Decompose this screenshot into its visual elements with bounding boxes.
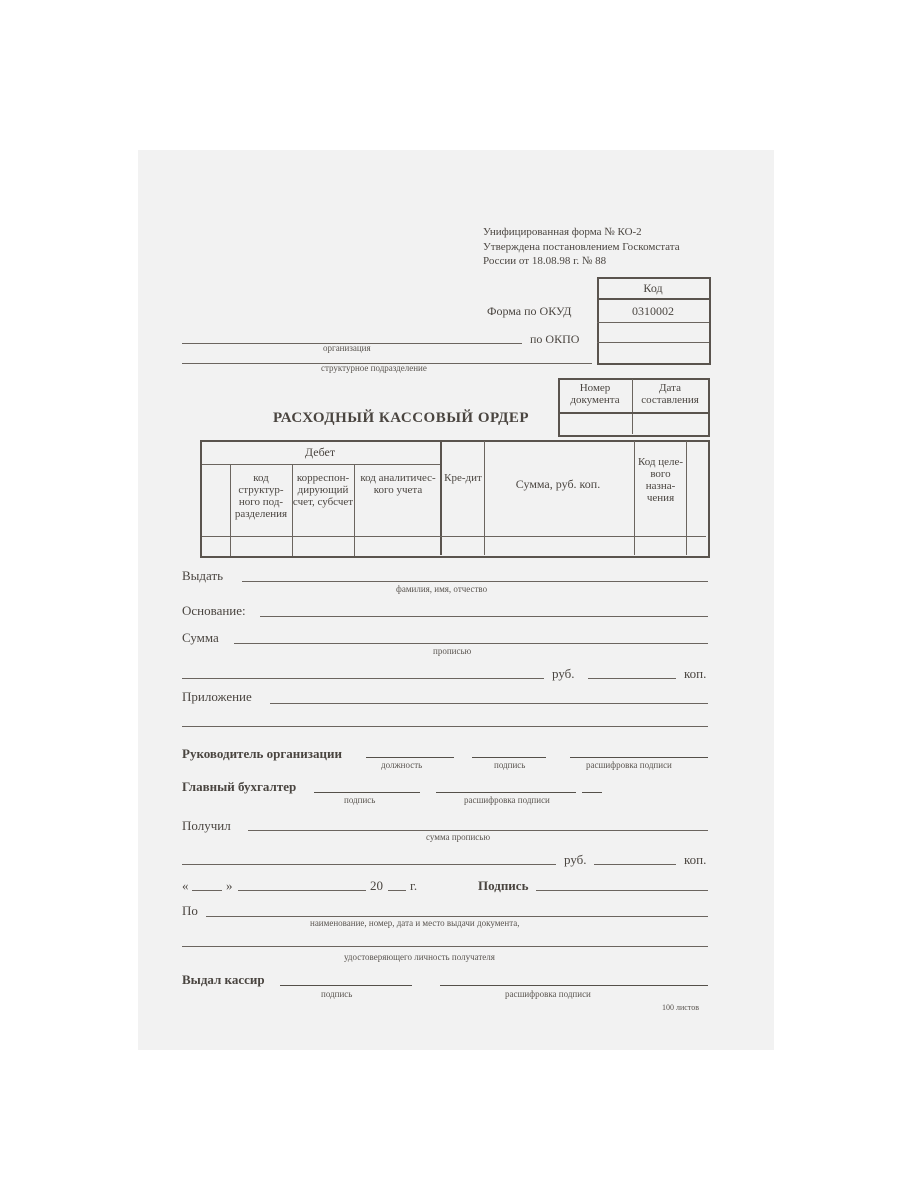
paper-sheet <box>138 150 774 1050</box>
doc-number-label: Номер документа <box>570 382 620 406</box>
code-divider-3 <box>597 342 709 343</box>
approval-date-line: России от 18.08.98 г. № 88 <box>483 255 607 267</box>
page-title: РАСХОДНЫЙ КАССОВЫЙ ОРДЕР <box>273 410 530 426</box>
recipient-signature-label: Подпись <box>478 878 529 893</box>
year-prefix: 20 <box>370 878 383 893</box>
received-label: Получил <box>182 818 231 833</box>
cashier-decode-caption: расшифровка подписи <box>505 989 591 999</box>
date-year-field[interactable] <box>388 890 406 891</box>
issue-to-field[interactable] <box>242 581 708 582</box>
attachment-field-2[interactable] <box>182 726 708 727</box>
table-entry-row[interactable] <box>202 538 706 554</box>
issue-to-label: Выдать <box>182 568 224 583</box>
id-document-field[interactable] <box>206 916 708 917</box>
date-day-field[interactable] <box>192 890 222 891</box>
amount-words-caption: сумма прописью <box>426 832 491 842</box>
director-label: Руководитель организации <box>182 746 342 761</box>
col-corr-account: корреспон-дирующий счет, субсчет <box>292 472 354 508</box>
code-header: Код <box>643 281 663 295</box>
director-signature-field[interactable] <box>472 757 546 758</box>
debet-header: Дебет <box>304 445 336 459</box>
recipient-signature-field[interactable] <box>536 890 708 891</box>
cashier-name-field[interactable] <box>440 985 708 986</box>
attachment-field[interactable] <box>270 703 708 704</box>
col-credit: Кре-дит <box>444 472 482 484</box>
doc-date-input[interactable] <box>634 414 706 432</box>
received-amount-field[interactable] <box>248 830 708 831</box>
okud-value[interactable]: 0310002 <box>632 304 674 318</box>
signature-caption: подпись <box>494 760 526 770</box>
basis-label: Основание: <box>182 603 246 618</box>
cashier-signature-field[interactable] <box>280 985 412 986</box>
id-holder-caption: удостоверяющего личность получателя <box>344 952 495 962</box>
year-suffix: г. <box>410 878 418 893</box>
received-rub-field[interactable] <box>182 864 556 865</box>
sheet-count-note: 100 листов <box>662 1003 699 1012</box>
col-unit-code: код структур-ного под-разделения <box>234 472 288 520</box>
id-document-caption: наименование, номер, дата и место выдачи документа, <box>310 918 520 928</box>
doc-number-input[interactable] <box>559 414 631 432</box>
by-document-label: По <box>182 903 198 918</box>
organization-caption: организация <box>323 343 371 353</box>
col-analytic-code: код аналитичес-кого учета <box>360 472 436 496</box>
col-sum: Сумма, руб. коп. <box>515 477 601 491</box>
basis-field[interactable] <box>260 616 708 617</box>
col-purpose-code: Код целе-вого назна-чения <box>637 456 684 504</box>
unit-caption: структурное подразделение <box>321 363 427 373</box>
form-number-line: Унифицированная форма № КО-2 <box>483 226 642 238</box>
date-month-field[interactable] <box>238 890 366 891</box>
code-divider-2 <box>597 322 709 323</box>
date-open-quote: « <box>182 878 189 893</box>
attachment-label: Приложение <box>182 689 252 704</box>
okpo-label: по ОКПО <box>530 332 580 346</box>
director-position-field[interactable] <box>366 757 454 758</box>
code-divider <box>597 298 709 300</box>
director-name-field[interactable] <box>570 757 708 758</box>
approved-line: Утверждена постановлением Госкомстата <box>483 241 680 253</box>
accountant-name-field[interactable] <box>436 792 576 793</box>
fio-caption: фамилия, имя, отчество <box>396 584 488 594</box>
kop-label-2: коп. <box>684 852 707 867</box>
date-close-quote: » <box>226 878 233 893</box>
amount-label: Сумма <box>182 630 219 645</box>
rub-label: руб. <box>552 666 575 681</box>
in-words-caption: прописью <box>433 646 472 656</box>
amount-kop-field[interactable] <box>588 678 676 679</box>
received-kop-field[interactable] <box>594 864 676 865</box>
id-document-field-2[interactable] <box>182 946 708 947</box>
position-caption: должность <box>381 760 423 770</box>
amount-rub-field[interactable] <box>182 678 544 679</box>
chief-accountant-label: Главный бухгалтер <box>182 779 297 794</box>
amount-words-field[interactable] <box>234 643 708 644</box>
doc-date-label: Дата составления <box>641 382 699 406</box>
decode-caption: расшифровка подписи <box>586 760 672 770</box>
cashier-signature-caption: подпись <box>321 989 353 999</box>
rub-label-2: руб. <box>564 852 587 867</box>
kop-label: коп. <box>684 666 707 681</box>
accountant-signature-field[interactable] <box>314 792 420 793</box>
accountant-decode-caption: расшифровка подписи <box>464 795 550 805</box>
okud-label: Форма по ОКУД <box>487 304 572 318</box>
cashier-label: Выдал кассир <box>182 972 265 987</box>
accountant-signature-caption: подпись <box>344 795 376 805</box>
